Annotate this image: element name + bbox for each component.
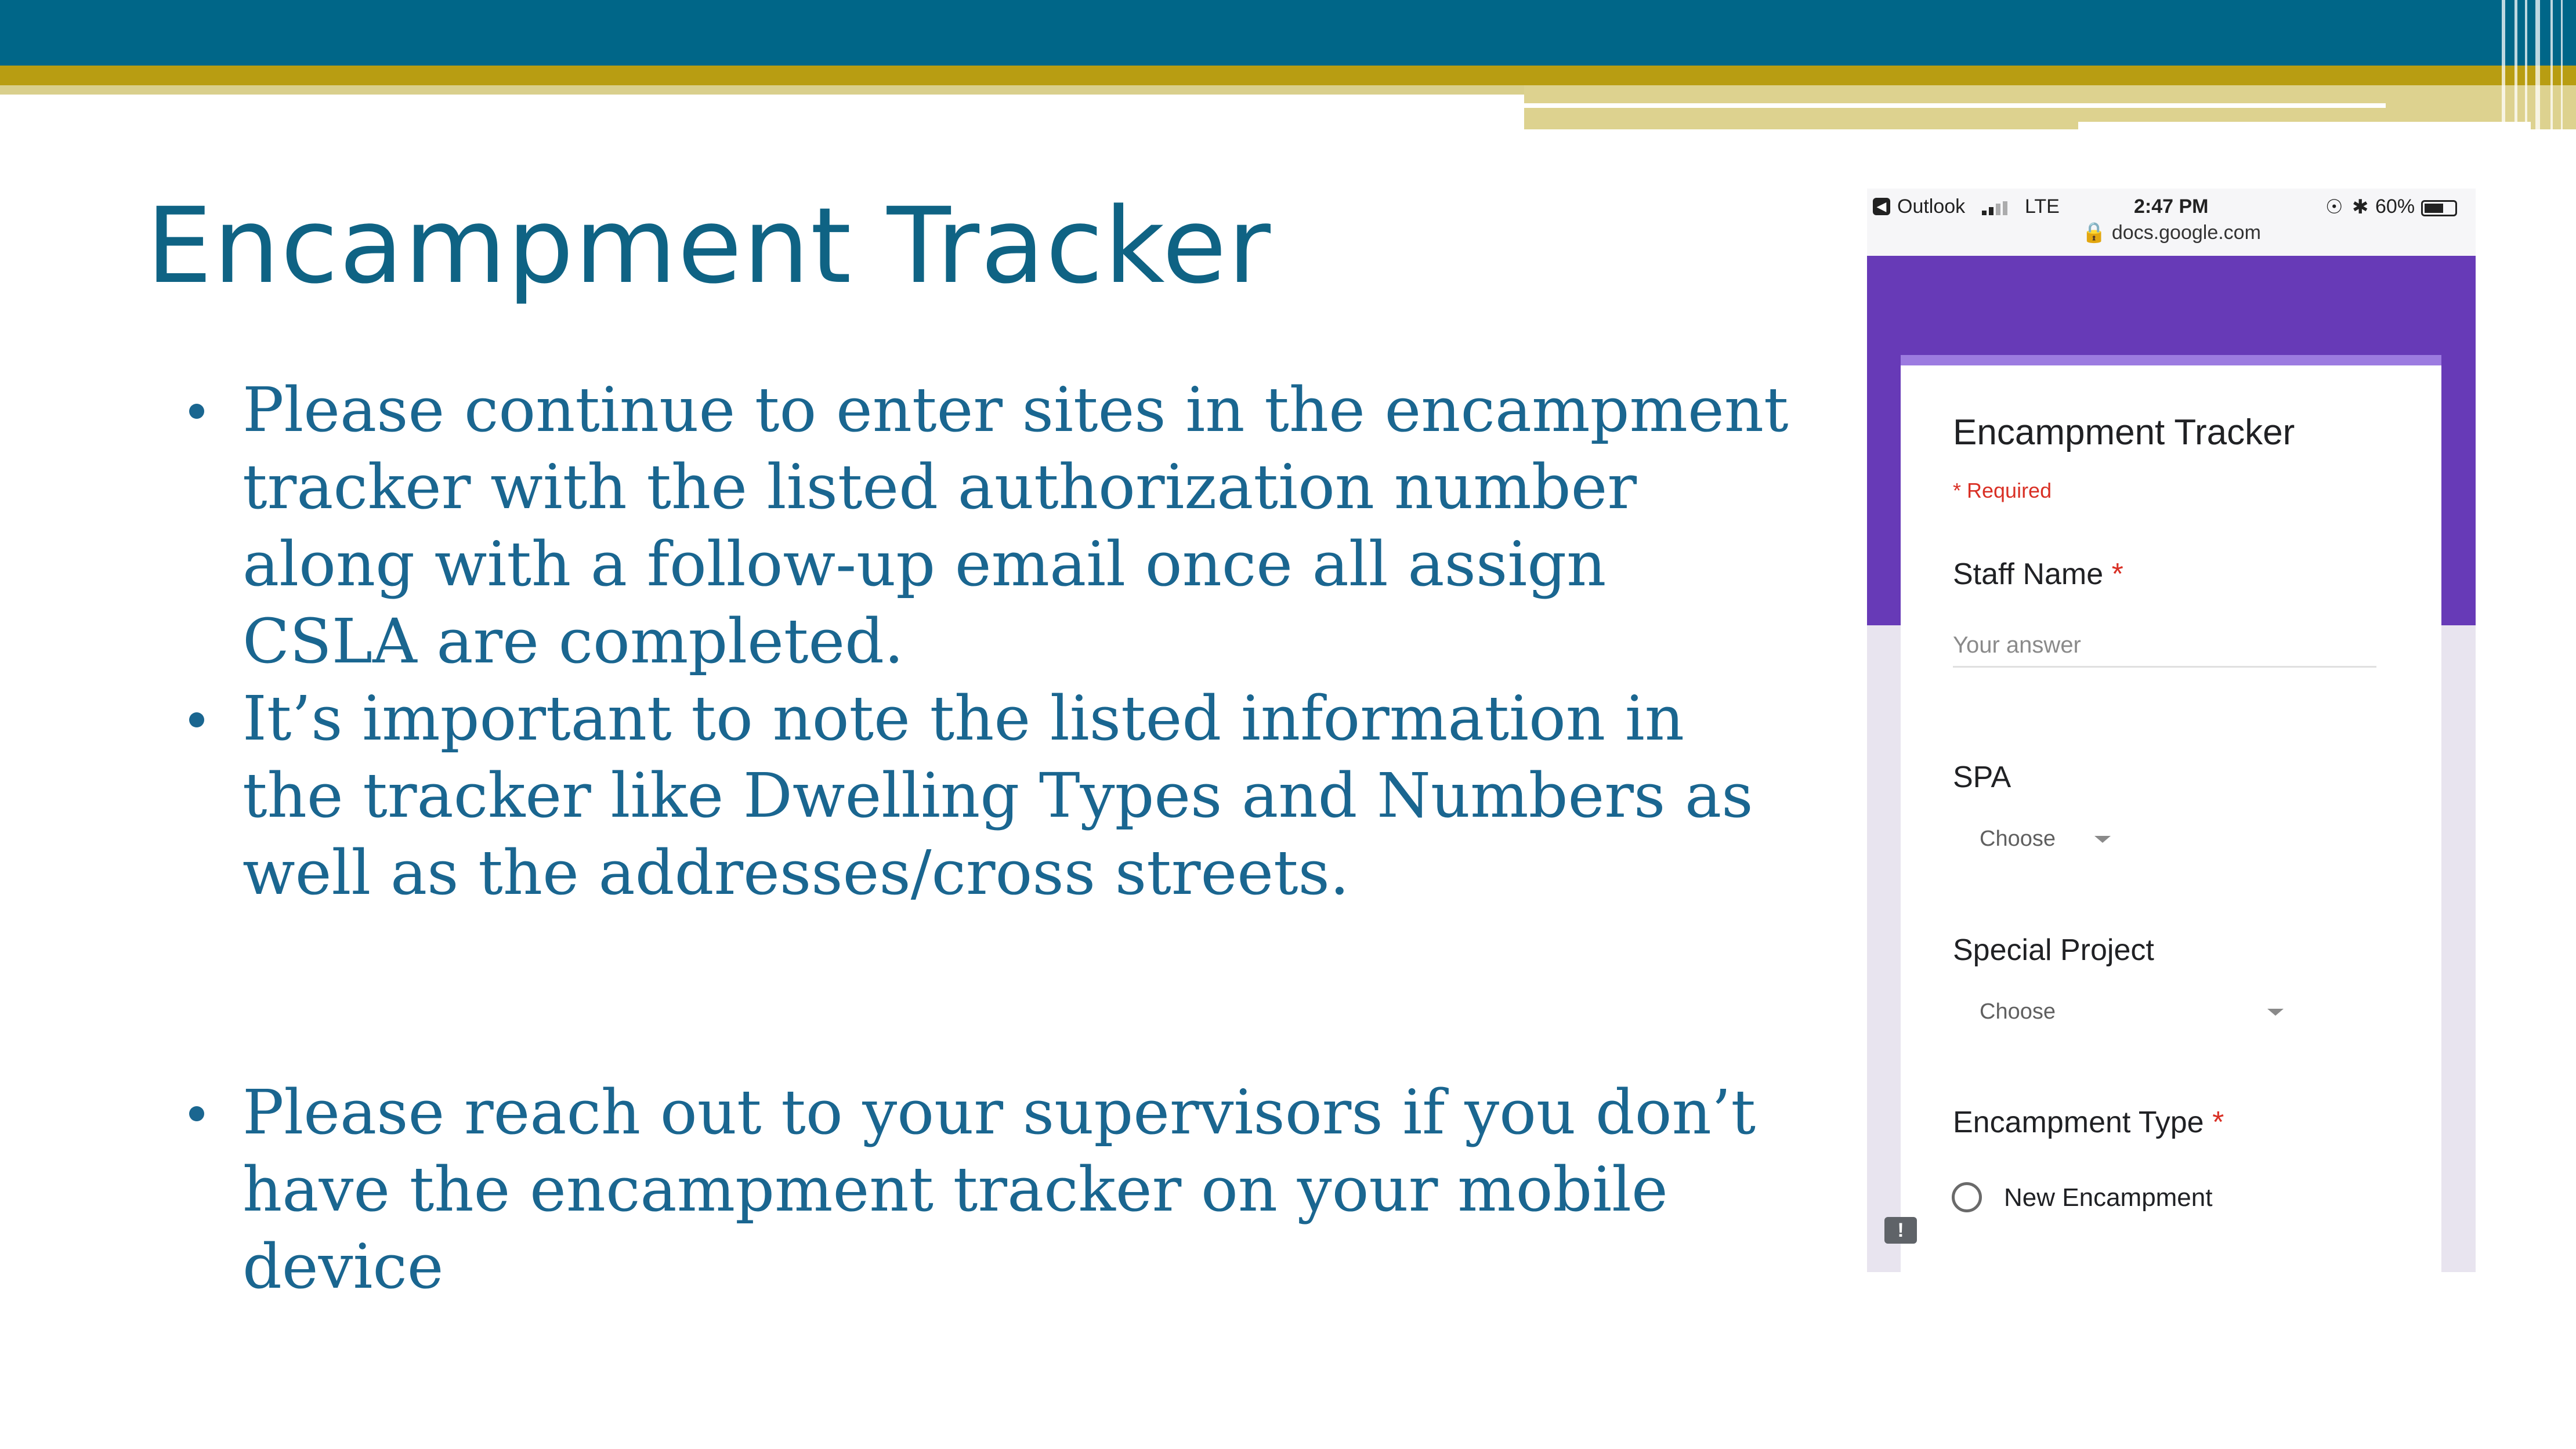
bullet-list (186, 371, 1793, 1305)
encampment-type-label: Encampment Type * (1953, 1106, 2224, 1139)
required-note: * Required (1953, 479, 2052, 502)
bullet-text: Please reach out to your supervisors if you don’t have the encampment tracker on your mobile device (243, 1077, 1756, 1302)
bullet-text: It’s important to note the listed information in the tracker like Dwelling Types and Numbers as well as the addresses/cross streets. (243, 683, 1753, 908)
network-label: LTE (2025, 195, 2060, 218)
special-project-label: Special Project (1953, 933, 2154, 967)
slide-title: Encampment Tracker (146, 186, 1272, 307)
header-bar-gold (0, 66, 2576, 85)
clock: 2:47 PM (2134, 195, 2209, 218)
form-card (1901, 355, 2441, 1272)
back-arrow-icon[interactable]: ◀ (1873, 198, 1890, 215)
new-encampment-label[interactable]: New Encampment (2004, 1183, 2213, 1212)
staff-name-label: Staff Name * (1953, 557, 2123, 591)
url-bar[interactable] (1867, 221, 2476, 244)
bullet-item (186, 680, 1793, 911)
chevron-down-icon (2094, 836, 2111, 843)
phone-screenshot (1867, 189, 2476, 1272)
special-project-dropdown[interactable] (1980, 999, 2304, 1034)
bullet-dot (189, 1106, 204, 1121)
header-stripe-line (1524, 103, 2386, 108)
header-bar-pale (0, 85, 1524, 95)
new-encampment-radio[interactable] (1952, 1182, 1982, 1212)
signal-icon (1982, 201, 2007, 215)
status-bar (1867, 189, 2476, 256)
battery-icon (2421, 200, 2457, 216)
header-vertical-stripes (2495, 0, 2576, 129)
staff-name-input[interactable]: Your answer (1953, 632, 2376, 668)
battery-percent: 60% (2375, 195, 2415, 218)
spa-dropdown[interactable] (1980, 827, 2148, 861)
bullet-dot (189, 712, 204, 727)
header-stripe-line-short (2078, 122, 2531, 129)
feedback-icon[interactable]: ! (1884, 1217, 1917, 1244)
bullet-item (186, 1074, 1793, 1305)
special-project-dropdown-value: Choose (1980, 999, 2056, 1024)
bluetooth-icon: ✱ (2352, 196, 2369, 218)
spa-label: SPA (1953, 760, 2011, 794)
back-app-label[interactable]: Outlook (1897, 195, 1966, 218)
rotation-lock-icon: ☉ (2325, 196, 2343, 218)
bullet-dot (189, 404, 204, 419)
lock-icon: 🔒 (2082, 222, 2107, 244)
form-title: Encampment Tracker (1953, 412, 2295, 452)
header-bar-blue (0, 0, 2576, 66)
bullet-text: Please continue to enter sites in the encampment tracker with the listed authorization number along with a follow-up email once all assign CSLA are completed. (243, 374, 1789, 677)
bullet-item (186, 371, 1793, 680)
chevron-down-icon (2267, 1009, 2284, 1016)
spa-dropdown-value: Choose (1980, 827, 2056, 851)
url-text: docs.google.com (2111, 222, 2261, 244)
